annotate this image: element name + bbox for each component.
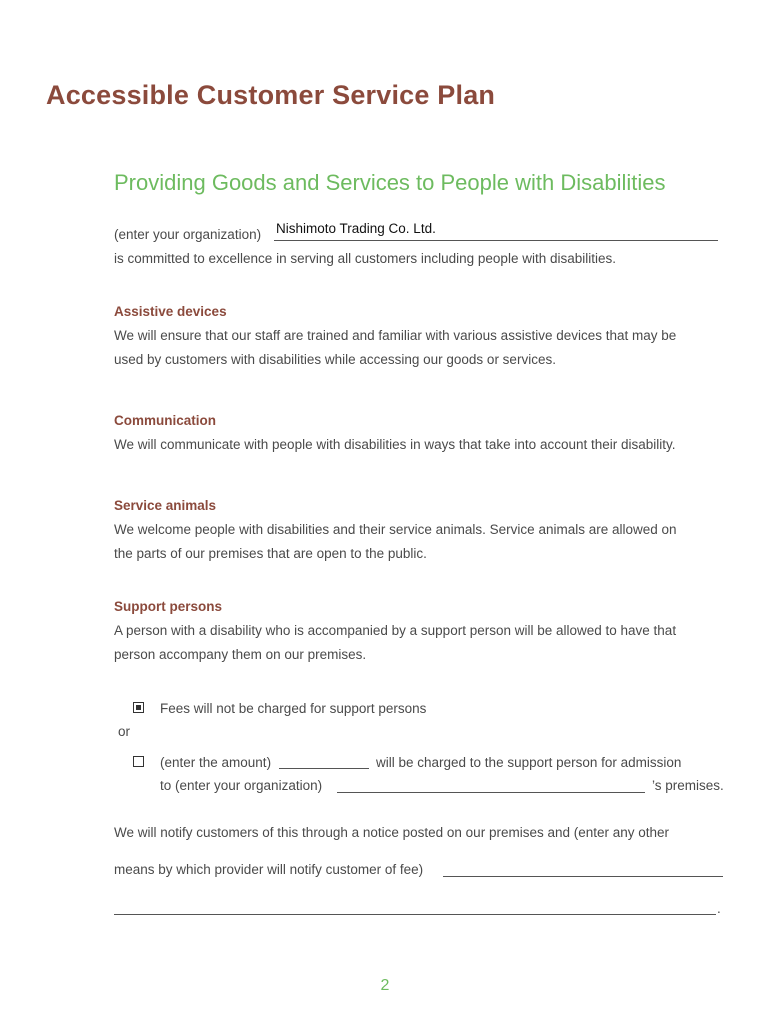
assistive-devices-heading: Assistive devices: [114, 304, 227, 319]
premises-suffix: ’s premises.: [652, 778, 724, 793]
no-fee-checkbox[interactable]: [133, 702, 144, 713]
page-number: 2: [380, 977, 390, 994]
notify-means-underline-2[interactable]: [114, 914, 716, 915]
amount-field-underline[interactable]: [279, 768, 369, 769]
notice-text-1: We will notify customers of this through a notice posted on our premises and (enter any other: [114, 825, 670, 840]
service-animals-text-1: We welcome people with disabilities and their service animals. Service animals are allowed on: [114, 522, 677, 537]
support-persons-text-1: A person with a disability who is accompanied by a support person will be allowed to have that: [114, 623, 677, 638]
communication-text: We will communicate with people with disabilities in ways that take into account their disability.: [114, 437, 676, 452]
service-animals-text-2: the parts of our premises that are open to the public.: [114, 546, 427, 561]
org-field-underline: [274, 240, 718, 241]
support-persons-text-2: person accompany them on our premises.: [114, 647, 367, 662]
service-animals-heading: Service animals: [114, 498, 217, 513]
fee-charged-text: will be charged to the support person for admission: [376, 755, 682, 770]
page-title: Accessible Customer Service Plan: [46, 80, 496, 110]
commitment-text: is committed to excellence in serving all customers including people with disabilities.: [114, 251, 616, 266]
fee-org-field-label: to (enter your organization): [160, 778, 323, 793]
fee-org-field-underline[interactable]: [337, 792, 645, 793]
or-label: or: [118, 724, 131, 739]
communication-heading: Communication: [114, 413, 217, 428]
page-subtitle: Providing Goods and Services to People with Disabilities: [114, 170, 666, 195]
org-field-value[interactable]: Nishimoto Trading Co. Ltd.: [276, 221, 436, 236]
end-period: .: [717, 901, 721, 916]
amount-field-label: (enter the amount): [160, 755, 272, 770]
org-field-label: (enter your organization): [114, 227, 262, 242]
assistive-devices-text-2: used by customers with disabilities while accessing our goods or services.: [114, 352, 556, 367]
fee-charged-checkbox[interactable]: [133, 756, 144, 767]
no-fee-label: Fees will not be charged for support persons: [160, 701, 427, 716]
notify-means-underline[interactable]: [443, 876, 723, 877]
notice-text-2: means by which provider will notify customer of fee): [114, 862, 424, 877]
assistive-devices-text-1: We will ensure that our staff are trained and familiar with various assistive devices that may be: [114, 328, 677, 343]
support-persons-heading: Support persons: [114, 599, 223, 614]
